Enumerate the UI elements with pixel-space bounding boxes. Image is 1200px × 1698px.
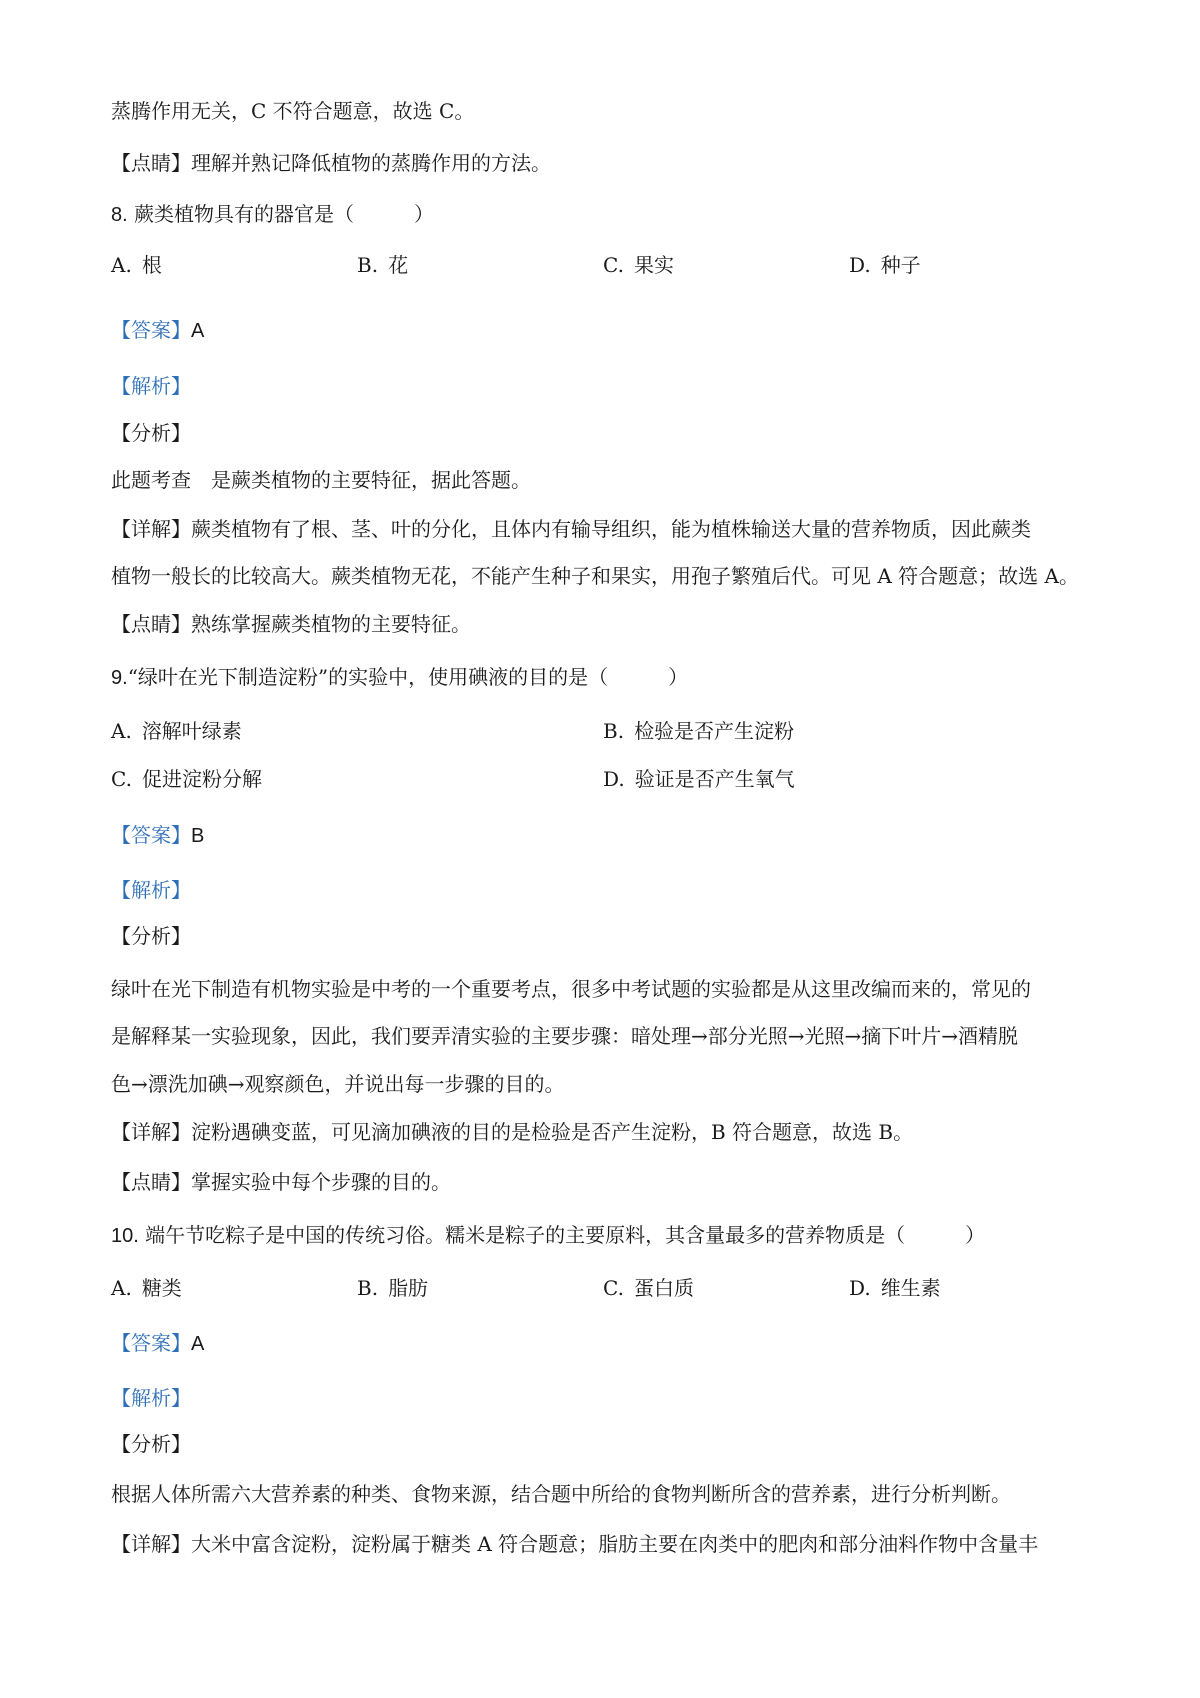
detail-text: 蕨类植物有了根、茎、叶的分化，且体内有输导组织，能为植株输送大量的营养物质，因此蕨类: [191, 517, 1031, 541]
answer-label: 【答案】: [111, 318, 191, 342]
option-letter: B.: [357, 1276, 379, 1300]
detail-paragraph: [111, 1529, 1038, 1559]
option-letter: C.: [603, 1276, 624, 1300]
tip-label: 【点睛】: [111, 612, 191, 636]
question-number: 9.: [111, 667, 128, 689]
detail-continuation: 植物一般长的比较高大。蕨类植物无花，不能产生种子和果实，用孢子繁殖后代。可见 A 符合题意；故选 A。: [111, 564, 1079, 588]
option-letter: D.: [603, 767, 625, 791]
fenxi-text: 根据人体所需六大营养素的种类、食物来源，结合题中所给的食物判断所含的营养素，进行分析判断。: [111, 1482, 1011, 1506]
option-letter: B.: [357, 253, 379, 277]
option-a: [111, 250, 162, 280]
option-letter: A.: [111, 253, 132, 277]
option-c: [603, 250, 674, 280]
tip-text: 熟练掌握蕨类植物的主要特征。: [191, 612, 471, 636]
option-text: 根: [141, 253, 162, 277]
option-b: [603, 716, 794, 746]
question-number: 8.: [111, 204, 128, 226]
option-text: 维生素: [880, 1276, 941, 1300]
answer-value: A: [191, 320, 205, 342]
question-text: 蕨类植物具有的器官是（ ）: [127, 202, 435, 226]
option-c: [111, 764, 262, 794]
option-a: [111, 716, 242, 746]
option-a: [111, 1273, 182, 1303]
question-10-stem: [111, 1220, 985, 1251]
option-d: [849, 1273, 941, 1303]
option-text: 溶解叶绿素: [141, 719, 242, 743]
answer-line: [111, 1328, 204, 1359]
detail-text: 大米中富含淀粉，淀粉属于糖类 A 符合题意；脂肪主要在肉类中的肥肉和部分油料作物中含量丰: [191, 1532, 1039, 1556]
option-letter: D.: [849, 1276, 871, 1300]
option-text: 蛋白质: [633, 1276, 694, 1300]
option-text: 种子: [880, 253, 921, 277]
answer-line: [111, 315, 204, 346]
option-letter: A.: [111, 719, 132, 743]
detail-paragraph: [111, 514, 1031, 544]
option-letter: B.: [603, 719, 625, 743]
fenxi-text: 色→漂洗加碘→观察颜色，并说出每一步骤的目的。: [111, 1072, 565, 1096]
answer-label: 【答案】: [111, 1331, 191, 1355]
tip-paragraph: [111, 609, 471, 639]
detail-label: 【详解】: [111, 517, 191, 541]
analysis-label: 【解析】: [111, 374, 191, 398]
tip-text: 掌握实验中每个步骤的目的。: [191, 1170, 451, 1194]
option-d: [849, 250, 921, 280]
analysis-label: 【解析】: [111, 1386, 191, 1410]
option-b: [357, 1273, 428, 1303]
fenxi-label: 【分析】: [111, 421, 191, 445]
answer-label: 【答案】: [111, 823, 191, 847]
option-letter: C.: [111, 767, 132, 791]
tip-label: 【点睛】: [111, 151, 191, 175]
answer-line: [111, 820, 204, 851]
detail-text: 淀粉遇碘变蓝，可见滴加碘液的目的是检验是否产生淀粉，B 符合题意，故选 B。: [191, 1120, 914, 1144]
detail-label: 【详解】: [111, 1532, 191, 1556]
option-text: 促进淀粉分解: [141, 767, 262, 791]
option-c: [603, 1273, 694, 1303]
fenxi-label: 【分析】: [111, 924, 191, 948]
option-letter: C.: [603, 253, 624, 277]
text-line: 蒸腾作用无关，C 不符合题意，故选 C。: [111, 99, 475, 123]
option-text: 验证是否产生氧气: [634, 767, 795, 791]
question-9-stem: [111, 662, 688, 693]
option-text: 果实: [633, 253, 674, 277]
answer-value: B: [191, 825, 205, 847]
detail-label: 【详解】: [111, 1120, 191, 1144]
detail-paragraph: [111, 1117, 913, 1147]
option-letter: A.: [111, 1276, 132, 1300]
answer-value: A: [191, 1333, 205, 1355]
option-b: [357, 250, 408, 280]
option-text: 花: [388, 253, 409, 277]
question-text: 端午节吃粽子是中国的传统习俗。糯米是粽子的主要原料，其含量最多的营养物质是（ ）: [138, 1223, 986, 1247]
tip-text: 理解并熟记降低植物的蒸腾作用的方法。: [191, 151, 551, 175]
question-text: “绿叶在光下制造淀粉”的实验中，使用碘液的目的是（ ）: [127, 665, 689, 689]
fenxi-text: 是解释某一实验现象，因此，我们要弄清实验的主要步骤：暗处理→部分光照→光照→摘下叶片→酒精脱: [111, 1024, 1019, 1048]
fenxi-text: 绿叶在光下制造有机物实验是中考的一个重要考点，很多中考试题的实验都是从这里改编而来的，常见的: [111, 977, 1031, 1001]
tip-label: 【点睛】: [111, 1170, 191, 1194]
option-text: 检验是否产生淀粉: [634, 719, 795, 743]
fenxi-text: 此题考查 是蕨类植物的主要特征，据此答题。: [111, 468, 531, 492]
analysis-label: 【解析】: [111, 878, 191, 902]
option-text: 脂肪: [388, 1276, 429, 1300]
option-letter: D.: [849, 253, 871, 277]
tip-paragraph: [111, 1167, 451, 1197]
option-d: [603, 764, 795, 794]
option-text: 糖类: [141, 1276, 182, 1300]
question-8-stem: [111, 199, 434, 230]
tip-paragraph: [111, 148, 551, 178]
fenxi-label: 【分析】: [111, 1432, 191, 1456]
question-number: 10.: [111, 1225, 139, 1247]
